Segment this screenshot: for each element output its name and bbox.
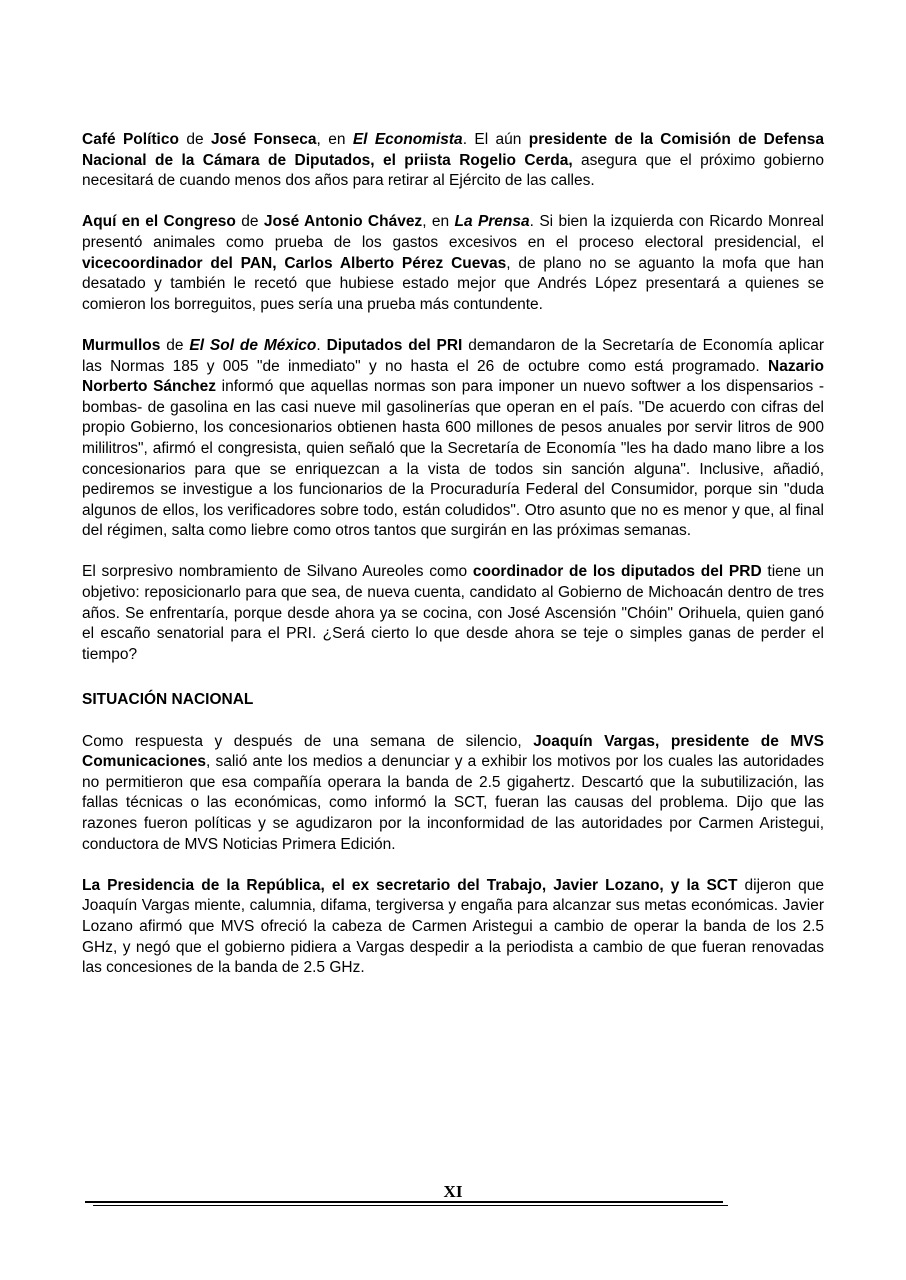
text-run: , de plano no se aguanto la mofa que han desatado y también le recetó que hubiese estado mejor que Andrés López presentará a quienes se comieron los borreguitos, pues sería una prueba más contundente.: [82, 254, 824, 313]
paragraph: [82, 562, 824, 665]
paragraph: [82, 876, 824, 979]
text-run: , en: [316, 131, 353, 148]
text-run: . El aún: [462, 131, 529, 148]
text-run: José Antonio Chávez: [263, 213, 423, 231]
paragraph: [82, 732, 824, 856]
section-heading: [82, 690, 824, 711]
text-run: , en: [422, 213, 455, 231]
text-run: , salió ante los medios a denunciar y a exhibir los motivos por los cuales las autoridades no permitieron que esa compañía operara la banda de 2.5 gigahertz. Descartó que la subutilización, las fallas técnicas o las económicas, como informó la SCT, fueran las causas del problema. Dijo que las razones fueron políticas y se agudizaron por la inconformidad de las autoridades por Carmen Aristegui, conductora de MVS Noticias Primera Edición.: [82, 753, 824, 853]
text-run: . Si bien la izquierda con Ricardo Monreal presentó animales como prueba de los gastos excesivos en el proceso electoral presidencial, el: [82, 213, 824, 251]
text-run: tiene un objetivo: reposicionarlo para que sea, de nueva cuenta, candidato al Gobierno de Michoacán dentro de tres años. Se enfrentaría, porque desde ahora ya se cocina, con José Ascensión "Chóin" Orihuela, quien ganó el escaño senatorial para el PRI. ¿Será cierto lo que desde ahora se teje o simples ganas de perder el tiempo?: [82, 563, 824, 663]
text-run: El Sol de México: [189, 336, 317, 354]
text-run: La Prensa: [454, 213, 530, 231]
text-run: La Presidencia de la República, el ex secretario del Trabajo, Javier Lozano, y la SCT: [82, 876, 738, 894]
text-run: El Economista: [352, 131, 463, 148]
text-run: Café Político: [82, 131, 179, 148]
text-run: asegura que el próximo gobierno necesitará de cuando menos dos años para retirar al Ejército de las calles.: [82, 151, 824, 190]
text-run: vicecoordinador del PAN, Carlos Alberto Pérez Cuevas: [82, 254, 507, 272]
text-run: de: [160, 336, 190, 354]
text-run: coordinador de los diputados del PRD: [472, 563, 762, 581]
text-run: de: [178, 131, 211, 148]
text-run: Joaquín Vargas, presidente de MVS Comunicaciones: [82, 732, 825, 771]
text-run: Murmullos: [82, 336, 161, 354]
text-run: Como respuesta y después de una semana de silencio,: [82, 732, 534, 750]
text-run: informó que aquellas normas son para imponer un nuevo softwer a los dispensarios -bombas- de gasolina en las casi nueve mil gasolinerías que operan en el país. "De acuerdo con cifras del propio Gobierno, los concesionarios obtienen hasta 600 millones de pesos anuales por servir litros de 900 mililitros", afirmó el congresista, quien señaló que la Secretaría de Economía "les ha dado mano libre a los concesionarios para que se enriquezcan a la vista de todos sin sanción alguna". Inclusive, añadió, pediremos se investigue a los funcionarios de la Procuraduría Federal del Consumidor, porque sin "duda algunos de ellos, los verificadores sobre todo, están coludidos". Otro asunto que no es menor y que, al final del régimen, salta como liebre como otros tantos que surgirán en las próximas semanas.: [82, 378, 824, 540]
text-run: demandaron de la Secretaría de Economía aplicar las Normas 185 y 005 "de inmediato" y no hasta el 26 de octubre como está programado.: [82, 336, 824, 375]
text-run: dijeron que Joaquín Vargas miente, calumnia, difama, tergiversa y engaña para alcanzar sus metas económicas. Javier Lozano afirmó que MVS ofreció la cabeza de Carmen Aristegui a cambio de operar la banda de los 2.5 GHz, y negó que el gobierno pidiera a Vargas despedir a la periodista a cambio de que fueran renovadas las concesiones de la banda de 2.5 GHz.: [82, 876, 824, 977]
text-run: .: [316, 336, 327, 354]
footer-rule: [85, 1201, 723, 1203]
text-run: de: [235, 213, 264, 231]
text-run: Nazario Norberto Sánchez: [82, 357, 824, 396]
document-content: [82, 130, 824, 999]
paragraph: [82, 336, 824, 542]
text-run: José Fonseca: [210, 131, 317, 148]
footer-rule: [93, 1205, 728, 1206]
text-run: El sorpresivo nombramiento de Silvano Aureoles como: [82, 563, 473, 581]
page-number: XI: [443, 1182, 463, 1201]
text-run: Diputados del PRI: [326, 336, 463, 354]
text-run: SITUACIÓN NACIONAL: [82, 691, 254, 709]
paragraph: [82, 130, 824, 192]
text-run: presidente de la Comisión de Defensa Nacional de la Cámara de Diputados, el priista Rogelio Cerda,: [82, 131, 824, 169]
page-footer: [0, 1182, 906, 1202]
paragraph: [82, 212, 824, 315]
text-run: Aquí en el Congreso: [82, 213, 236, 231]
